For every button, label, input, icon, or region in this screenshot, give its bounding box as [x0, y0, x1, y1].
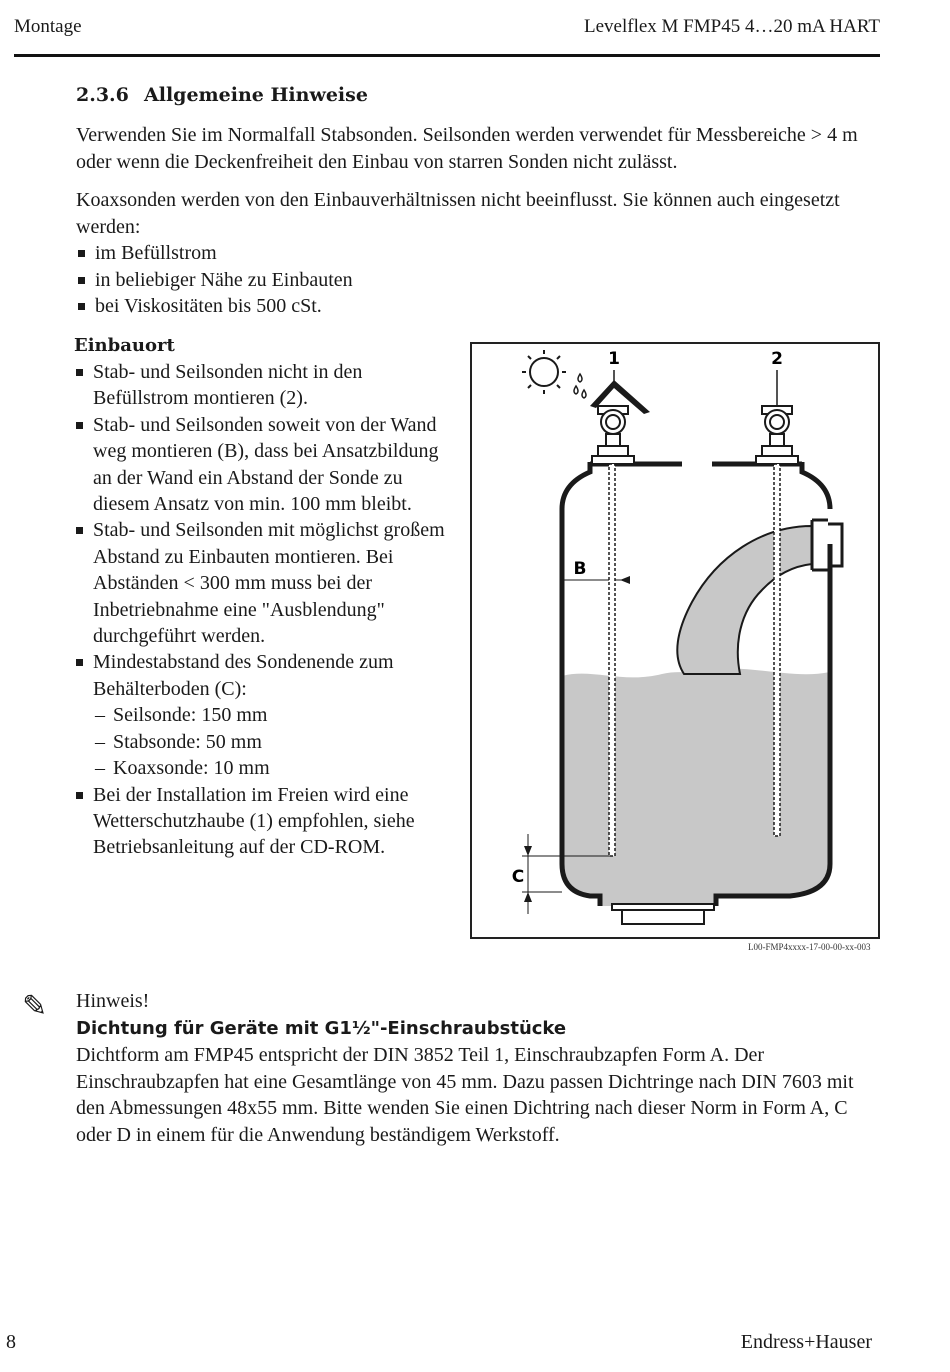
- list-item-text: Stab- und Seilsonden nicht in den Befüllstrom montieren (2).: [93, 361, 363, 410]
- label-b: B: [573, 559, 587, 579]
- einbauort-section: [74, 333, 454, 861]
- figure-caption: L00-FMP4xxxx-17-00-00-xx-003: [748, 942, 871, 952]
- bullet-square-icon: [76, 369, 83, 376]
- paragraph-text: Verwenden Sie im Normalfall Stabsonden. Seilsonden werden verwendet für Messbereiche > 4 m oder wenn die Deckenfreiheit den Einbau von starren Sonden nicht zulässt.: [76, 124, 858, 173]
- min-distance-sublist: [93, 702, 454, 781]
- section-number: 2.3.6: [76, 84, 129, 106]
- page-number: 8: [6, 1331, 16, 1353]
- section-title: Allgemeine Hinweise: [144, 84, 368, 106]
- liquid-fill: [562, 669, 830, 906]
- note-title: Dichtung für Geräte mit G1½"-Einschraubstücke: [76, 1018, 567, 1039]
- outlet-flange: [612, 904, 714, 910]
- sublist-item: – Koaxsonde: 10 mm: [95, 757, 270, 780]
- sublist-item: – Stabsonde: 50 mm: [95, 730, 262, 753]
- list-item-text: Bei der Installation im Freien wird eine Wetterschutzhaube (1) empfohlen, siehe Betriebsanleitung auf der CD-ROM.: [93, 783, 415, 859]
- rod-probe-1: [609, 464, 615, 856]
- label-2: 2: [771, 349, 783, 369]
- bullet-square-icon: [76, 659, 83, 666]
- header-section-title: Montage: [14, 16, 82, 37]
- bullet-square-icon: [78, 250, 85, 257]
- list-item-text: in beliebiger Nähe zu Einbauten: [95, 268, 353, 291]
- coax-usage-list: [76, 240, 881, 320]
- paragraph-coax: [76, 187, 881, 240]
- list-item: [76, 240, 881, 267]
- label-c: C: [511, 867, 525, 887]
- transmitter-2: [756, 406, 798, 464]
- einbauort-heading: Einbauort: [74, 335, 175, 356]
- note-text: Dichtform am FMP45 entspricht der DIN 3852 Teil 1, Einschraubzapfen Form A. Der Einschraubzapfen hat eine Gesamtlänge von 45 mm. Dazu passen Dichtringe nach DIN 7603 mit den Abmessungen 48x55 mm. Bitte wenden Sie einen Dichtring nach dieser Norm in Form A, C oder D in einem für die Anwendung beständigem Werkstoff.: [76, 1044, 854, 1146]
- header-product-title: Levelflex M FMP45 4…20 mA HART: [584, 16, 880, 37]
- list-item: [74, 517, 454, 649]
- paragraph-text: Koaxsonden werden von den Einbauverhältnissen nicht beeinflusst. Sie können auch eingesetzt werden:: [76, 189, 840, 238]
- note-block: [76, 988, 886, 1148]
- inlet-nozzle: [812, 520, 842, 570]
- tank-installation-figure: [470, 342, 880, 939]
- list-item: [74, 649, 454, 781]
- list-item-text: im Befüllstrom: [95, 242, 217, 264]
- list-item: [76, 267, 881, 294]
- dimension-c-arrow-top: [524, 846, 532, 856]
- list-item: [74, 412, 454, 518]
- header-divider: [14, 54, 880, 57]
- bullet-square-icon: [78, 277, 85, 284]
- bullet-square-icon: [78, 303, 85, 310]
- label-1: 1: [608, 349, 620, 369]
- list-item-text: Stab- und Seilsonden soweit von der Wand weg montieren (B), dass bei Ansatzbildung an der Wand ein Abstand der Sonde zu diesem Ansatz von min. 100 mm bleibt.: [93, 413, 439, 516]
- transmitter-1: [592, 406, 634, 464]
- sublist-item-text: Seilsonde: 150 mm: [113, 704, 268, 727]
- tank-diagram: [472, 344, 878, 937]
- sublist-item-text: Koaxsonde: 10 mm: [113, 757, 270, 780]
- list-item-text: bei Viskositäten bis 500 cSt.: [95, 295, 322, 317]
- bullet-square-icon: [76, 422, 83, 429]
- dimension-c-arrow-bottom: [524, 892, 532, 902]
- sublist-item-text: Stabsonde: 50 mm: [113, 730, 262, 753]
- list-item: [76, 293, 881, 320]
- list-item: [74, 359, 454, 412]
- section-heading: [76, 84, 881, 106]
- brand-name: Endress+Hauser: [740, 1331, 872, 1353]
- list-item-text: Stab- und Seilsonden mit möglichst großem Abstand zu Einbauten montieren. Bei Abständen < 300 mm muss bei der Inbetriebnahme eine "Ausblendung" durchgeführt werden.: [93, 519, 445, 648]
- bullet-square-icon: [76, 527, 83, 534]
- sublist-item: – Seilsonde: 150 mm: [95, 704, 268, 727]
- sun-icon: [522, 350, 566, 394]
- bullet-square-icon: [76, 792, 83, 799]
- rain-icon: [574, 374, 586, 398]
- list-item-text: Mindestabstand des Sondenende zum Behälterboden (C):: [93, 651, 394, 700]
- pencil-icon: ✎: [22, 989, 48, 1024]
- rod-probe-2: [774, 464, 780, 836]
- paragraph-probes: [76, 122, 881, 175]
- note-heading: Hinweis!: [76, 990, 150, 1012]
- list-item: [74, 782, 454, 861]
- filling-stream: [677, 526, 812, 674]
